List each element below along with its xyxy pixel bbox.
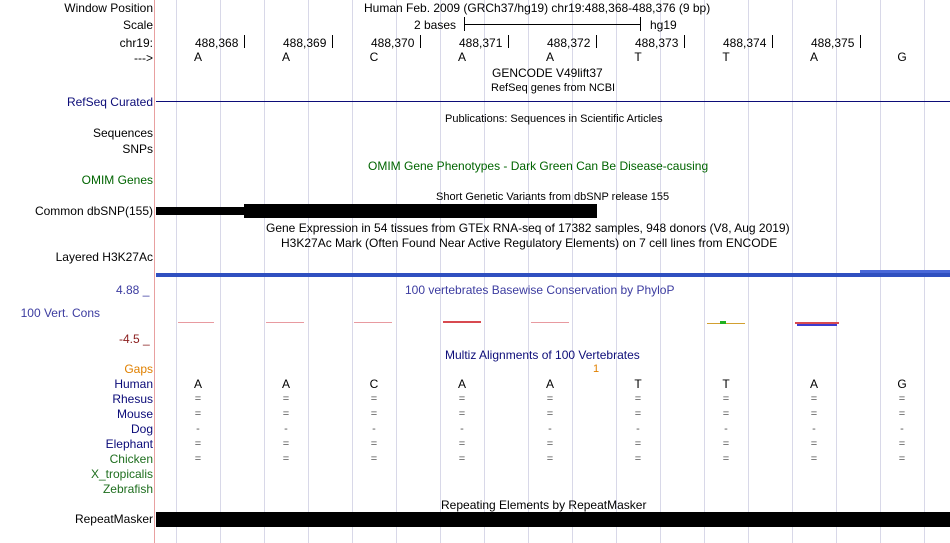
alignment-symbol: = <box>546 453 554 465</box>
alignment-symbol: = <box>370 438 378 450</box>
refseq-track-line <box>156 101 950 102</box>
base-letter: T <box>634 50 642 64</box>
ruler-position-label: 488,368 <box>195 36 239 50</box>
dbsnp-feature-bar[interactable] <box>244 204 597 218</box>
label-separator <box>154 0 155 543</box>
alignment-symbol: = <box>810 438 818 450</box>
window-position-label: Window Position <box>64 1 153 15</box>
species-label-dog[interactable]: Dog <box>130 422 153 436</box>
alignment-symbol: T <box>722 377 730 391</box>
ruler-position-label: 488,370 <box>371 36 415 50</box>
alignment-symbol: = <box>810 408 818 420</box>
guide-line <box>264 0 265 543</box>
dbsnp-track-title: Short Genetic Variants from dbSNP release 155 <box>436 191 670 203</box>
window-position-value: Human Feb. 2009 (GRCh37/hg19) chr19:488,368-488,376 (9 bp) <box>364 1 711 15</box>
omim-track-title: OMIM Gene Phenotypes - Dark Green Can Be Disease-causing <box>368 159 709 173</box>
alignment-symbol: = <box>634 393 642 405</box>
alignment-symbol: = <box>282 408 290 420</box>
base-letter: A <box>193 50 202 64</box>
alignment-symbol: A <box>809 377 818 391</box>
ruler-tick <box>244 35 245 48</box>
alignment-symbol: = <box>370 453 378 465</box>
alignment-symbol: = <box>722 453 730 465</box>
refseq-track-subtitle: RefSeq genes from NCBI <box>491 82 616 94</box>
alignment-symbol: = <box>634 438 642 450</box>
alignment-symbol: = <box>546 393 554 405</box>
publications-track-title: Publications: Sequences in Scientific Articles <box>445 113 663 125</box>
gencode-track-title[interactable]: GENCODE V49lift37 <box>492 66 603 80</box>
alignment-symbol: = <box>722 393 730 405</box>
alignment-symbol: - <box>548 423 552 435</box>
phylop-signal <box>266 322 304 323</box>
alignment-symbol: = <box>282 438 290 450</box>
alignment-symbol: A <box>545 377 554 391</box>
ruler-position-label: 488,372 <box>547 36 591 50</box>
base-letter: T <box>722 50 730 64</box>
phylop-max-value: 4.88 _ <box>116 283 150 297</box>
phylop-signal <box>354 322 392 323</box>
phylop-signal <box>797 324 837 326</box>
guide-line <box>616 0 617 543</box>
ruler-tick <box>596 35 597 48</box>
alignment-symbol: A <box>193 377 202 391</box>
scale-value: 2 bases <box>414 18 457 32</box>
alignment-symbol: = <box>722 408 730 420</box>
alignment-symbol: A <box>281 377 290 391</box>
alignment-symbol: = <box>370 393 378 405</box>
h3k27ac-signal-bar <box>156 273 950 277</box>
alignment-symbol: = <box>458 393 466 405</box>
ruler-tick <box>332 35 333 48</box>
repeatmasker-feature-bar[interactable] <box>156 512 950 527</box>
guide-line <box>308 0 309 543</box>
alignment-symbol: = <box>282 453 290 465</box>
alignment-symbol: = <box>898 393 906 405</box>
species-label-rhesus[interactable]: Rhesus <box>112 392 153 406</box>
alignment-symbol: - <box>284 423 288 435</box>
phylop-signal <box>443 321 481 323</box>
gtex-track-title: Gene Expression in 54 tissues from GTEx RNA-seq of 17382 samples, 948 donors (V8, Aug 2019) <box>266 221 790 235</box>
phylop-min-value: -4.5 _ <box>119 332 150 346</box>
alignment-symbol: = <box>898 408 906 420</box>
alignment-symbol: A <box>457 377 466 391</box>
phylop-track-label[interactable]: 100 Vert. Cons <box>20 306 100 320</box>
base-letter: A <box>545 50 554 64</box>
alignment-symbol: = <box>458 453 466 465</box>
refseq-track-label[interactable]: RefSeq Curated <box>66 95 153 109</box>
scale-assembly: hg19 <box>650 18 677 32</box>
phylop-track-title: 100 vertebrates Basewise Conservation by PhyloP <box>405 283 675 297</box>
alignment-symbol: = <box>898 438 906 450</box>
scale-bar-right-tick <box>640 17 641 31</box>
alignment-symbol: = <box>194 438 202 450</box>
chrom-label: chr19: <box>119 36 153 50</box>
alignment-symbol: = <box>194 393 202 405</box>
guide-line <box>792 0 793 543</box>
ruler-position-label: 488,374 <box>723 36 767 50</box>
guide-line <box>484 0 485 543</box>
alignment-symbol: = <box>370 408 378 420</box>
alignment-symbol: - <box>460 423 464 435</box>
guide-line <box>220 0 221 543</box>
scale-bar <box>464 24 640 25</box>
ruler-position-label: 488,373 <box>635 36 679 50</box>
guide-line <box>352 0 353 543</box>
gaps-value: 1 <box>593 363 600 375</box>
base-letter: A <box>457 50 466 64</box>
alignment-symbol: - <box>724 423 728 435</box>
alignment-symbol: - <box>900 423 904 435</box>
guide-line <box>396 0 397 543</box>
phylop-signal <box>707 323 745 324</box>
h3k27ac-track-label[interactable]: Layered H3K27Ac <box>55 250 153 264</box>
ruler-tick <box>684 35 685 48</box>
base-letter: C <box>369 50 379 64</box>
strand-label: ---> <box>134 51 153 65</box>
alignment-symbol: = <box>810 393 818 405</box>
base-letter: A <box>281 50 290 64</box>
alignment-symbol: - <box>636 423 640 435</box>
omim-track-label[interactable]: OMIM Genes <box>81 173 153 187</box>
guide-line <box>176 0 177 543</box>
ruler-position-label: 488,369 <box>283 36 327 50</box>
alignment-symbol: = <box>546 408 554 420</box>
alignment-symbol: G <box>897 377 907 391</box>
h3k27ac-signal-peak <box>860 270 950 273</box>
repeatmasker-track-label[interactable]: RepeatMasker <box>74 512 153 526</box>
ruler-position-label: 488,371 <box>459 36 503 50</box>
alignment-symbol: - <box>372 423 376 435</box>
alignment-symbol: - <box>812 423 816 435</box>
species-label-x-tropicalis[interactable]: X_tropicalis <box>90 467 153 481</box>
alignment-symbol: = <box>194 408 202 420</box>
ruler-tick <box>420 35 421 48</box>
alignment-symbol: = <box>634 453 642 465</box>
alignment-symbol: = <box>458 408 466 420</box>
alignment-symbol: = <box>458 438 466 450</box>
base-letter: A <box>809 50 818 64</box>
guide-line <box>748 0 749 543</box>
alignment-symbol: T <box>634 377 642 391</box>
alignment-symbol: - <box>196 423 200 435</box>
guide-line <box>440 0 441 543</box>
species-label-chicken[interactable]: Chicken <box>109 452 153 466</box>
species-label-human[interactable]: Human <box>114 377 153 391</box>
guide-line <box>704 0 705 543</box>
alignment-symbol: = <box>282 393 290 405</box>
sequences-track-label[interactable]: Sequences <box>92 126 153 140</box>
alignment-symbol: C <box>369 377 379 391</box>
guide-line <box>836 0 837 543</box>
multiz-track-title: Multiz Alignments of 100 Vertebrates <box>445 348 640 362</box>
alignment-symbol: = <box>194 453 202 465</box>
snps-track-label[interactable]: SNPs <box>122 142 153 156</box>
species-label-elephant[interactable]: Elephant <box>105 437 153 451</box>
dbsnp-track-label[interactable]: Common dbSNP(155) <box>34 204 153 218</box>
alignment-symbol: = <box>810 453 818 465</box>
ruler-tick <box>508 35 509 48</box>
scale-label: Scale <box>122 18 153 32</box>
phylop-signal <box>531 322 569 323</box>
phylop-signal <box>720 321 726 324</box>
alignment-symbol: = <box>898 453 906 465</box>
species-label-zebrafish[interactable]: Zebrafish <box>102 482 153 496</box>
guide-line <box>660 0 661 543</box>
phylop-signal <box>178 322 214 323</box>
base-letter: G <box>897 50 907 64</box>
alignment-symbol: = <box>722 438 730 450</box>
ruler-tick <box>772 35 773 48</box>
h3k27ac-track-title: H3K27Ac Mark (Often Found Near Active Regulatory Elements) on 7 cell lines from ENCODE <box>281 236 778 250</box>
alignment-symbol: = <box>546 438 554 450</box>
gaps-track-label[interactable]: Gaps <box>124 362 153 376</box>
scale-bar-left-tick <box>464 17 465 31</box>
species-label-mouse[interactable]: Mouse <box>116 407 153 421</box>
repeatmasker-track-title: Repeating Elements by RepeatMasker <box>441 498 647 512</box>
ruler-tick <box>860 35 861 48</box>
ruler-position-label: 488,375 <box>811 36 855 50</box>
alignment-symbol: = <box>634 408 642 420</box>
dbsnp-feature-bar[interactable] <box>156 207 244 215</box>
